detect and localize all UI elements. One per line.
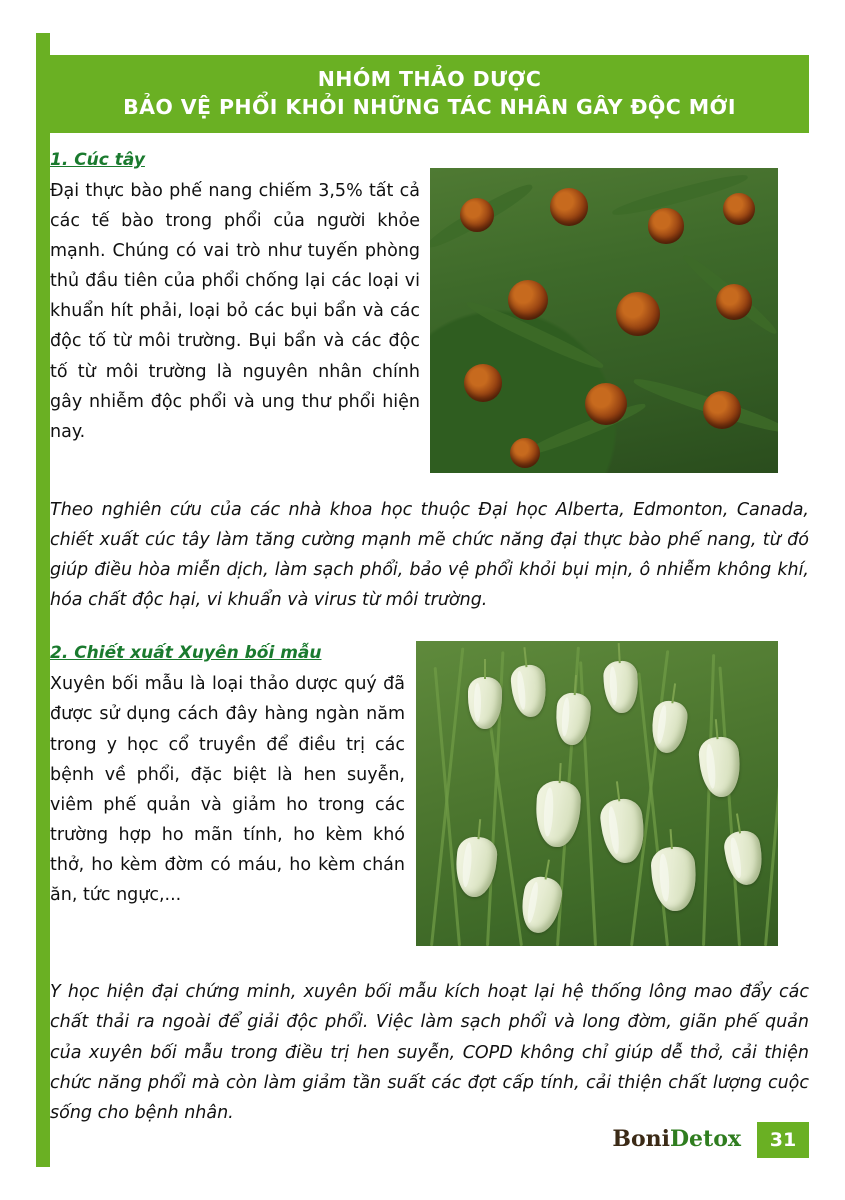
brand-name-part2: Detox — [669, 1126, 741, 1152]
flower — [588, 264, 688, 364]
flower — [626, 186, 706, 266]
bell-flower — [722, 829, 766, 888]
section-1 — [50, 150, 809, 485]
section-2-title: 2. Chiết xuất Xuyên bối mẫu — [50, 643, 322, 664]
section-1-title: 1. Cúc tây — [50, 150, 145, 170]
flower — [438, 176, 516, 254]
brand-logo — [612, 1126, 741, 1152]
bell-flower — [603, 661, 640, 715]
section-1-text-column — [50, 150, 420, 447]
echinacea-photo — [430, 168, 778, 473]
fritillaria-photo — [416, 641, 778, 946]
brand-name-part1: Boni — [612, 1126, 670, 1152]
section-2-body: Xuyên bối mẫu là loại thảo dược quý đã được sử dụng cách đây hàng ngàn năm trong y học cổ truyền để điều trị các bệnh về phổi, đặc biệt là hen suyễn, viêm phế quản và giảm ho trong các trường hợp ho mãn tính, ho kèm khó thở, ho kèm đờm có máu, ho kèm chán ăn, tức ngực,... — [50, 674, 405, 906]
section-2-text-column — [50, 643, 405, 910]
section-2-quote: Y học hiện đại chứng minh, xuyên bối mẫu kích hoạt lại hệ thống lông mao đẩy các chất thải ra ngoài để giải độc phổi. Việc làm sạch phổi và long đờm, giãn phế quản của xuyên bối mẫu trong điều trị hen suyễn, COPD không chỉ giúp dễ thở, cải thiện chức năng phổi mà còn làm giảm tần suất các đợt cấp tính, cải thiện chất lượng cuộc sống cho bệnh nhân. — [50, 982, 809, 1123]
section-2-image — [416, 641, 778, 946]
section-1-quote: Theo nghiên cứu của các nhà khoa học thuộc Đại học Alberta, Edmonton, Canada, chiết xuất cúc tây làm tăng cường mạnh mẽ chức năng đại thực bào phế nang, từ đó giúp điều hòa miễn dịch, làm sạch phổi, bảo vệ phổi khỏi bụi mịn, ô nhiễm không khí, hóa chất độc hại, vi khuẩn và virus từ môi trường. — [50, 500, 809, 611]
flower — [692, 260, 776, 344]
section-1-image — [430, 168, 778, 473]
flower — [558, 356, 654, 452]
page-footer — [0, 1126, 845, 1166]
bell-flower — [509, 664, 548, 719]
header-title-line2: BẢO VỆ PHỔI KHỎI NHỮNG TÁC NHÂN GÂY ĐỘC MỚI — [123, 95, 736, 119]
flower — [490, 418, 560, 473]
bell-flower — [697, 736, 742, 799]
bell-flower — [650, 846, 698, 913]
header-title-line1: NHÓM THẢO DƯỢC — [317, 67, 542, 92]
left-green-bar — [36, 33, 50, 1167]
flower — [678, 366, 766, 454]
flower — [482, 254, 574, 346]
page-number-badge: 31 — [757, 1122, 809, 1158]
flower — [702, 172, 776, 246]
section-2 — [50, 643, 809, 963]
flower — [440, 340, 526, 426]
section-1-body: Đại thực bào phế nang chiếm 3,5% tất cả các tế bào trong phổi của người khỏe mạnh. Chúng có vai trò như tuyến phòng thủ đầu tiên của phổi chống lại các loại vi khuẩn hít phải, loại bỏ các bụi bẩn và các độc tố từ môi trường. Bụi bẩn và các độc tố từ môi trường là nguyên nhân chính gây nhiễm độc phổi và ung thư phổi hiện nay. — [50, 181, 420, 442]
page-header-banner — [50, 55, 809, 133]
flower — [526, 168, 612, 250]
bell-flower — [534, 780, 581, 848]
document-content — [50, 150, 809, 1128]
